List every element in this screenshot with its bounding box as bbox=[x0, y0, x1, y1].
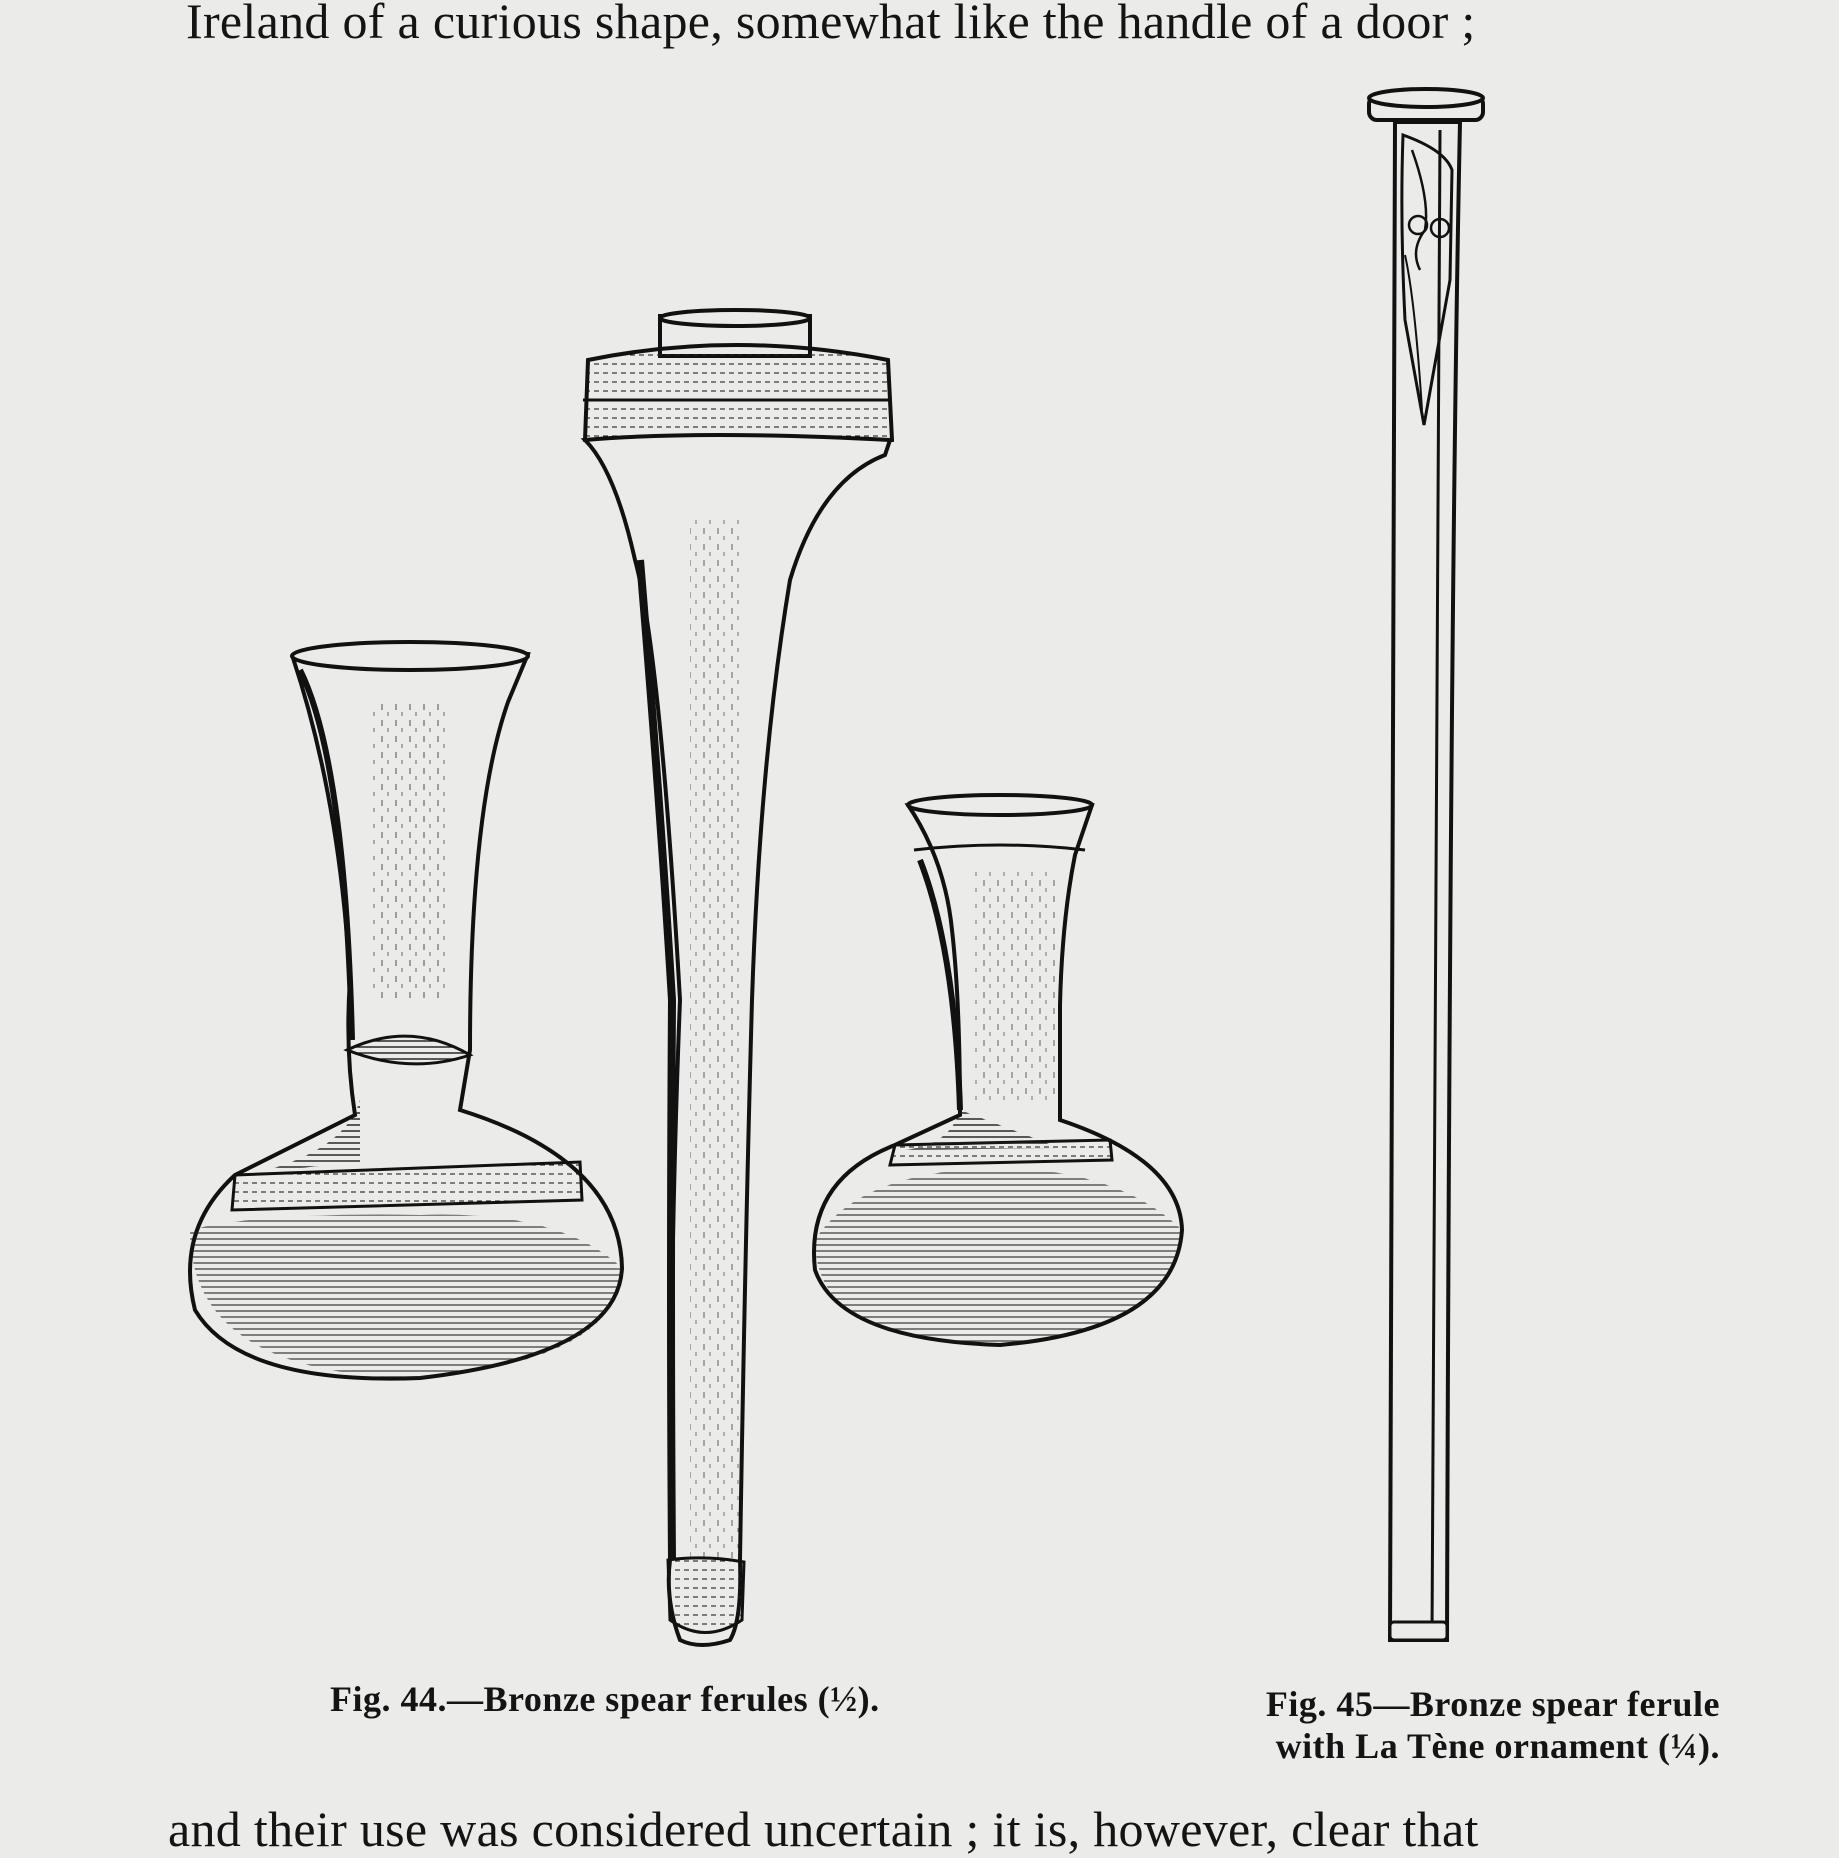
figure-44-caption: Fig. 44.—Bronze spear ferules (½). bbox=[330, 1679, 880, 1719]
figure-45-caption-line1: Fig. 45—Bronze spear ferule bbox=[1265, 1684, 1720, 1724]
body-text-top-line: Ireland of a curious shape, somewhat like the handle of a door ; bbox=[186, 0, 1476, 49]
ferule-left bbox=[190, 642, 622, 1379]
ferule-tall bbox=[583, 310, 892, 1645]
ferule-small bbox=[814, 795, 1182, 1345]
ferule-la-tene bbox=[1369, 89, 1483, 1640]
figure-45-caption-line2: with La Tène ornament (¼). bbox=[1275, 1726, 1720, 1766]
body-text-bottom-line: and their use was considered uncertain ; it is, however, clear that bbox=[168, 1801, 1479, 1857]
